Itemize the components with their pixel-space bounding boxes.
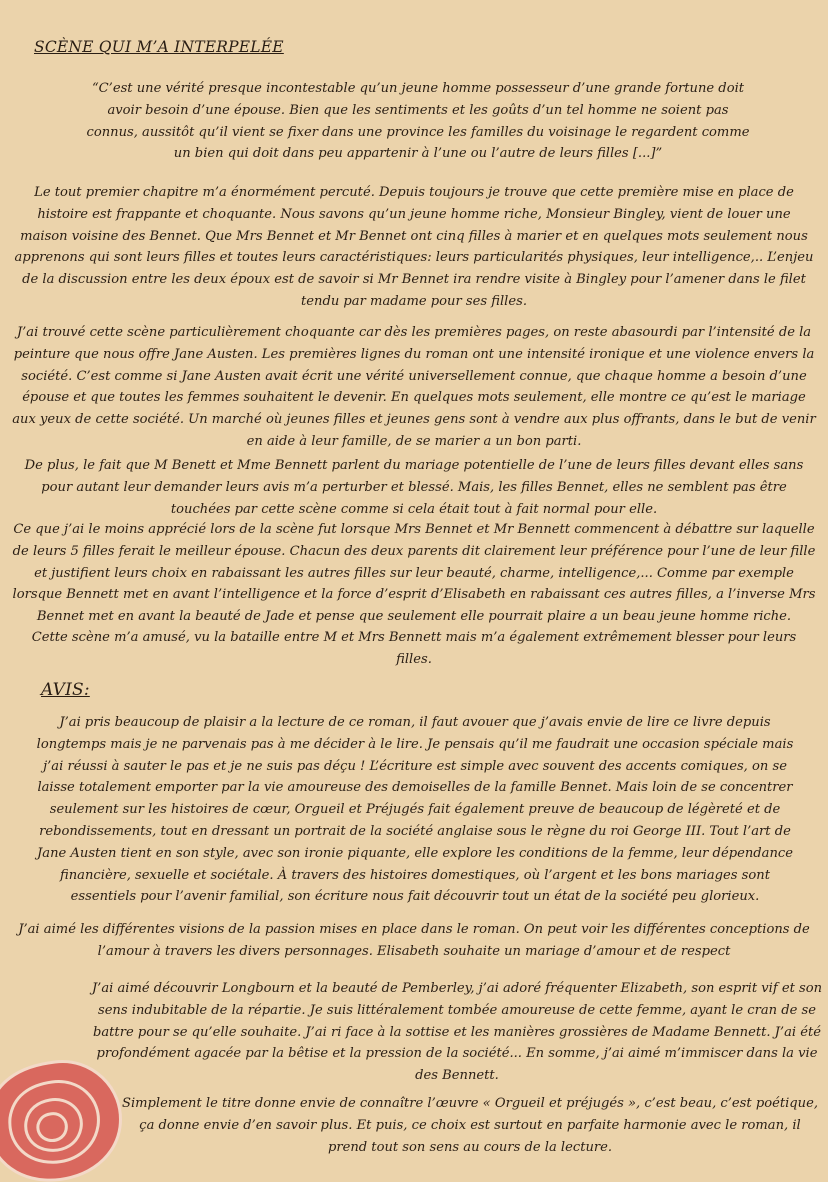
paragraph-reading-pleasure: J’ai pris beaucoup de plaisir a la lecture de ce roman, il faut avouer que j’avais envie de lire ce livre depuis longtemps mais je ne parvenais pas à me décider à le lire. Je pensais qu’il me faudrait une occasion spéciale mais j’ai réussi à sauter le pas et je ne suis pas déçu ! L’écriture est simple avec souvent des accents comiques, on se laisse totalement emporter par la vie amoureuse des demoiselles de la famille Bennet. Mais loin de se concentrer seulement sur les histoires de cœur, Orgueil et Préjugés fait également preuve de beaucoup de légèreté et de rebondissements, tout en dressant un portrait de la société anglaise sous le règne du roi George III. Tout l’art de Jane Austen tient en son style, avec son ironie piquante, elle explore les conditions de la femme, leur dépendance financière, sexuelle et sociétale. À travers des histoires domestiques, où l’argent et les bons mariages sont essentiels pour l’avenir familial, son écriture nous fait découvrir tout un état de la société peu glorieux. [36,715,794,905]
paragraph-amused: Cette scène m’a amusé, vu la bataille entre M et Mrs Bennett mais m’a également extrêmement blesser pour leurs filles. [31,630,797,667]
section-heading-scene: SCÈNE QUI M’A INTERPELÉE [34,38,284,56]
section-heading-avis: AVIS: [41,680,90,700]
paragraph-shocking-scene: J’ai trouvé cette scène particulièrement choquante car dès les premières pages, on reste abasourdi par l’intensité de la peinture que nous offre Jane Austen. Les premières lignes du roman ont une intensité ironique et une violence envers la société. C’est comme si Jane Austen avait écrit une vérité universellement connue, que chaque homme a besoin d’une épouse et que toutes les femmes souhaitent le devenir. En quelques mots seulement, elle montre ce qu’est le mariage aux yeux de cette société. Un marché où jeunes filles et jeunes gens sont à vendre aux plus offrants, dans le but de venir en aide à leur famille, de se marier a un bon parti. [12,325,816,449]
opening-quote: “C’est une vérité presque incontestable qu’un jeune homme possesseur d’une grande fortune doit avoir besoin d’une épouse. Bien que les sentiments et les goûts d’un tel homme ne soient pas connus, aussitôt qu’il vient se fixer dans une province les familles du voisinage le regardent comme un bien qui doit dans peu appartenir à l’une ou l’autre de leurs filles [...]” [86,81,750,162]
paragraph-title: Simplement le titre donne envie de connaître l’œuvre « Orgueil et préjugés », c’est beau, c’est poétique, ça donne envie d’en savoir plus. Et puis, ce choix est surtout en parfaite harmonie avec le roman, il prend tout son sens au cours de la lecture. [121,1096,819,1155]
paragraph-least-liked: Ce que j’ai le moins apprécié lors de la scène fut lorsque Mrs Bennet et Mr Bennett commencent à débattre sur laquelle de leurs 5 filles ferait le meilleur épouse. Chacun des deux parents dit clairement leur préférence pour l’une de leur fille et justifient leurs choix en rabaissant les autres filles sur leur beauté, charme, intelligence,... Comme par exemple lorsque Bennett met en avant l’intelligence et la force d’esprit d’Elisabeth en rabaissant ces autres filles, a l’inverse Mrs Bennet met en avant la beauté de Jade et pense que seulement elle pourrait plaire a un beau jeune homme riche. [12,522,816,625]
paragraph-passion-visions: J’ai aimé les différentes visions de la passion mises en place dans le roman. On peut voir les différentes conceptions de l’amour à travers les divers personnages. Elisabeth souhaite un mariage d’amour et de respect [18,922,810,959]
rose-icon [0,1052,130,1182]
paragraph-parents-discussion: De plus, le fait que M Benett et Mme Bennett parlent du mariage potentielle de l’une de leurs filles devant elles sans pour autant leur demander leurs avis m’a perturber et blessé. Mais, les filles Bennet, elles ne semblent pas être touchées par cette scène comme si cela était tout à fait normal pour elle. [24,458,804,517]
paragraph-first-chapter: Le tout premier chapitre m’a énormément percuté. Depuis toujours je trouve que cette première mise en place de histoire est frappante et choquante. Nous savons qu’un jeune homme riche, Monsieur Bingley, vient de louer une maison voisine des Bennet. Que Mrs Bennet et Mr Bennet ont cinq filles à marier et en quelques mots seulement nous apprenons qui sont leurs filles et toutes leurs caractéristiques: leurs particularités physiques, leur intelligence,.. L’enjeu de la discussion entre les deux époux est de savoir si Mr Bennet ira rendre visite à Bingley pour l’amener dans le filet tendu par madame pour ses filles. [14,185,814,309]
paragraph-longbourn: J’ai aimé découvrir Longbourn et la beauté de Pemberley, j’ai adoré fréquenter Elizabeth, son esprit vif et son sens indubitable de la répartie. Je suis littéralement tombée amoureuse de cette femme, ayant le cran de se battre pour se qu’elle souhaite. J’ai ri face à la sottise et les manières grossières de Madame Bennett. J’ai été profondément agacée par la bêtise et la pression de la société... En somme, j’ai aimé m’immiscer dans la vie des Bennett. [91,981,823,1084]
